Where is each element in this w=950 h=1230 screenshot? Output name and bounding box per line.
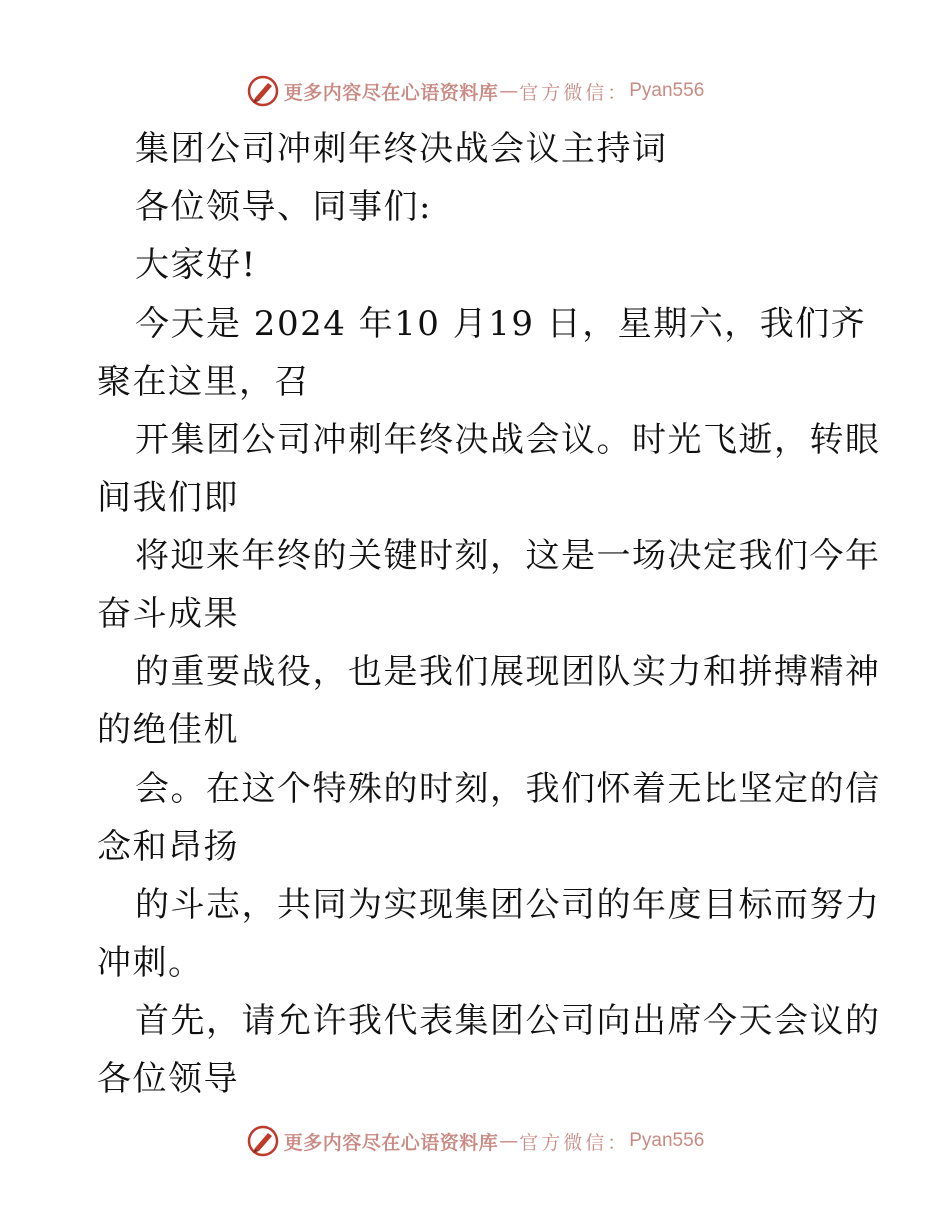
footer-watermark [0, 1121, 950, 1161]
watermark-wechat-label: 官方微信： [519, 81, 630, 104]
greeting: 大家好! [135, 245, 257, 285]
paragraph-line: 间我们即 [97, 478, 239, 518]
paragraph-line: 将迎来年终的关键时刻，这是一场决定我们今年 [135, 536, 881, 576]
watermark-dash: — [499, 1130, 519, 1152]
salutation: 各位领导、同事们: [135, 187, 432, 227]
paragraph-line: 的重要战役，也是我们展现团队实力和拼搏精神 [135, 652, 881, 692]
paragraph-line: 开集团公司冲刺年终决战会议。时光飞逝，转眼 [135, 420, 881, 460]
watermark-wechat-id: Pyan556 [629, 1130, 705, 1151]
watermark-wechat-label: 官方微信： [519, 1131, 630, 1154]
watermark-wechat-id: Pyan556 [629, 80, 705, 101]
paragraph-line: 各位领导 [97, 1059, 239, 1099]
paragraph-line: 冲刺。 [97, 943, 204, 983]
pen-logo-icon [246, 1124, 280, 1158]
document-title: 集团公司冲刺年终决战会议主持词 [135, 129, 668, 169]
paragraph-line: 首先，请允许我代表集团公司向出席今天会议的 [135, 1001, 881, 1041]
paragraph-line: 的绝佳机 [97, 710, 239, 750]
watermark-text: 更多内容尽在心语资料库 [283, 1131, 499, 1154]
watermark-dash: — [499, 80, 519, 102]
paragraph-line: 会。在这个特殊的时刻，我们怀着无比坚定的信 [135, 769, 881, 809]
paragraph-line: 聚在这里，召 [97, 362, 310, 402]
paragraph-line: 今天是 2024 年10 月19 日，星期六，我们齐 [135, 304, 867, 344]
pen-logo-icon [246, 74, 280, 108]
paragraph-line: 的斗志，共同为实现集团公司的年度目标而努力 [135, 885, 881, 925]
paragraph-line: 念和昂扬 [97, 827, 239, 867]
header-watermark [0, 71, 950, 111]
watermark-text: 更多内容尽在心语资料库 [283, 81, 499, 104]
paragraph-line: 奋斗成果 [97, 594, 239, 634]
